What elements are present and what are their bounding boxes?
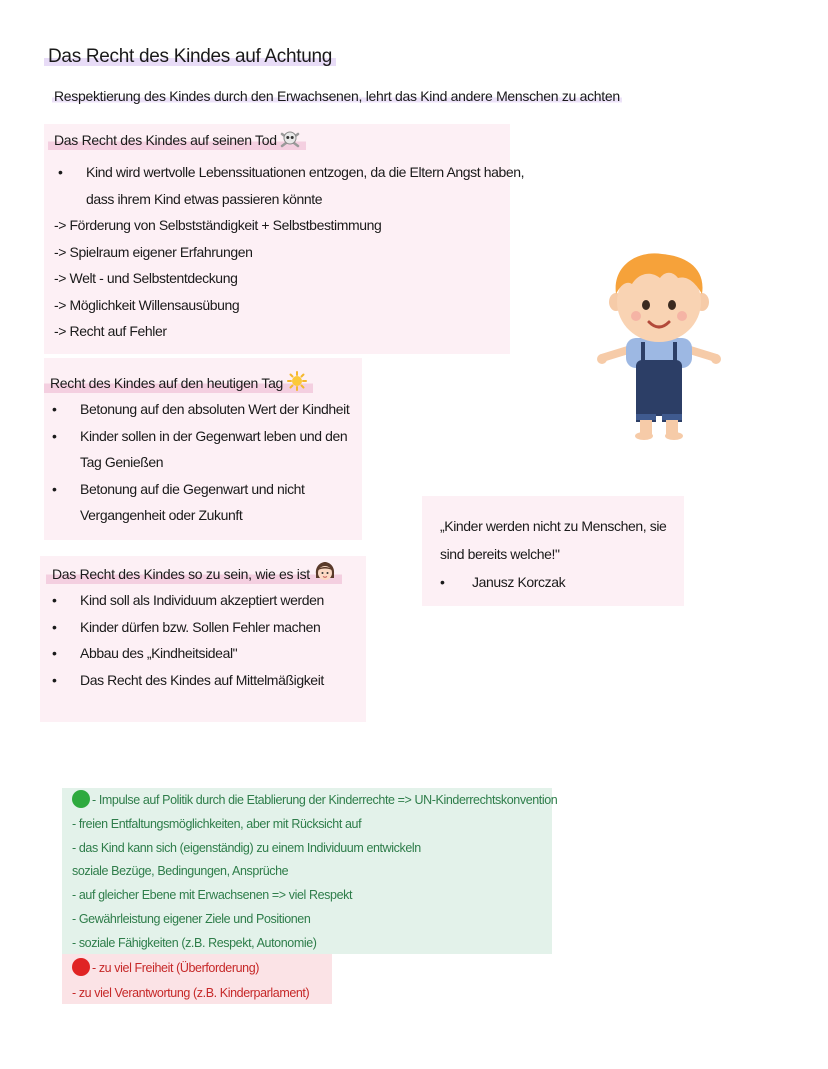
list-item: • Das Recht des Kindes auf Mittelmäßigkeit bbox=[52, 671, 324, 688]
section-death-heading: Das Recht des Kindes auf seinen Tod bbox=[48, 130, 306, 151]
list-item: • Kind wird wertvolle Lebenssituationen entzogen, da die Eltern Angst haben, bbox=[58, 164, 525, 180]
list-item: • Betonung auf die Gegenwart und nicht bbox=[52, 480, 305, 497]
list-item: • Abbau des „Kindheitsideal" bbox=[52, 645, 238, 661]
arrow-item: -> Möglichkeit Willensausübung bbox=[54, 296, 240, 313]
pros-item: - das Kind kann sich (eigenständig) zu einem Individuum entwickeln bbox=[72, 840, 421, 855]
pros-first-item: - Impulse auf Politik durch die Etablierung der Kinderrechte => UN-Kinderrechtskonvention bbox=[72, 789, 557, 813]
cons-first-item: - zu viel Freiheit (Überforderung) bbox=[72, 956, 309, 981]
pros bbox=[72, 789, 557, 956]
list-item: • Kinder dürfen bzw. Sollen Fehler machen bbox=[52, 618, 321, 635]
page-subtitle: Respektierung des Kindes durch den Erwachsenen, lehrt das Kind andere Menschen zu achten bbox=[54, 88, 620, 104]
list-item: • Kind soll als Individuum akzeptiert werden bbox=[52, 592, 324, 608]
section-as-is-heading: Das Recht des Kindes so zu sein, wie es ist bbox=[46, 562, 342, 585]
page-title: Das Recht des Kindes auf Achtung bbox=[44, 46, 336, 68]
pros-item: - auf gleicher Ebene mit Erwachsenen => viel Respekt bbox=[72, 888, 353, 903]
pros-item: - soziale Fähigkeiten (z.B. Respekt, Autonomie) bbox=[72, 935, 317, 950]
list-item-continued: Vergangenheit oder Zukunft bbox=[80, 507, 243, 523]
section-as-is bbox=[46, 562, 342, 693]
arrow-item: -> Förderung von Selbstständigkeit + Selbstbestimmung bbox=[54, 217, 382, 233]
quote bbox=[440, 512, 666, 596]
quote-text-line: „Kinder werden nicht zu Menschen, sie bbox=[440, 518, 667, 534]
cons bbox=[72, 956, 309, 1006]
list-item-continued: dass ihrem Kind etwas passieren könnte bbox=[86, 190, 323, 207]
section-today-heading: Recht des Kindes auf den heutigen Tag bbox=[44, 371, 313, 394]
boy-illustration bbox=[594, 250, 724, 450]
arrow-item: -> Welt - und Selbstentdeckung bbox=[54, 270, 238, 286]
section-death bbox=[48, 130, 524, 345]
green-circle-icon bbox=[72, 790, 90, 808]
sun-icon bbox=[287, 371, 307, 394]
list-item-continued: Tag Genießen bbox=[80, 454, 164, 470]
red-circle-icon bbox=[72, 958, 90, 976]
skull-crossbones-icon bbox=[280, 130, 300, 151]
cons-item: - zu viel Verantwortung (z.B. Kinderparlament) bbox=[72, 986, 310, 1000]
section-today bbox=[44, 371, 349, 529]
arrow-item: -> Spielraum eigener Erfahrungen bbox=[54, 243, 253, 260]
quote-text-line: sind bereits welche!" bbox=[440, 546, 560, 562]
quote-author: • Janusz Korczak bbox=[440, 574, 566, 590]
pros-item: - Gewährleistung eigener Ziele und Positionen bbox=[72, 911, 311, 926]
arrow-item: -> Recht auf Fehler bbox=[54, 323, 167, 339]
girl-face-icon bbox=[314, 562, 336, 585]
pros-item: soziale Bezüge, Bedingungen, Ansprüche bbox=[72, 864, 289, 879]
list-item: • Betonung auf den absoluten Wert der Kindheit bbox=[52, 401, 350, 417]
pros-item: - freien Entfaltungsmöglichkeiten, aber mit Rücksicht auf bbox=[72, 816, 362, 831]
list-item: • Kinder sollen in der Gegenwart leben und den bbox=[52, 427, 348, 444]
